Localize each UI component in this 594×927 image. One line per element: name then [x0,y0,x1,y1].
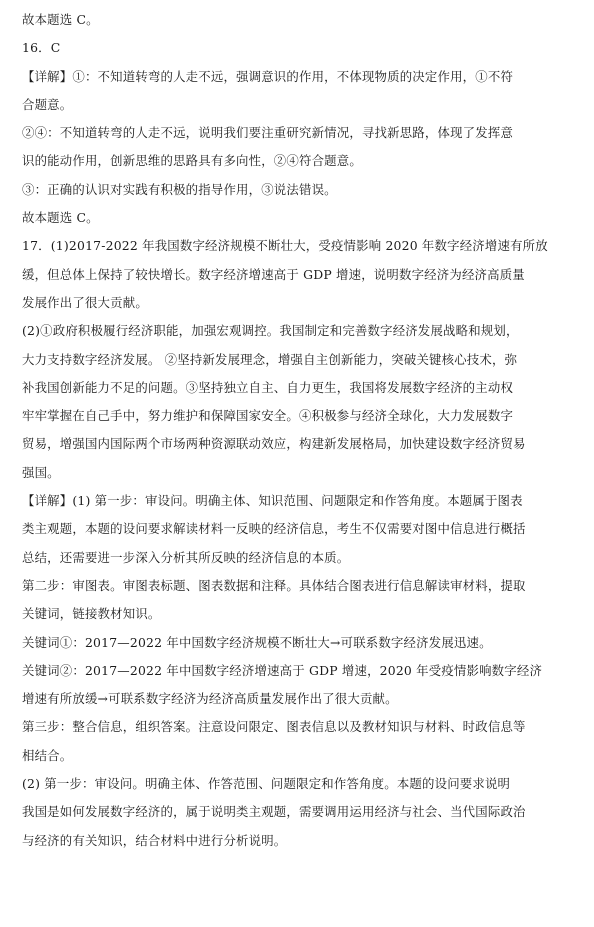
text-line: 贸易，增强国内国际两个市场两种资源联动效应，构建新发展格局，加快建设数字经济贸易 [22,436,526,452]
text-line: 【详解】①：不知道转弯的人走不远，强调意识的作用，不体现物质的决定作用，①不符 [22,68,514,84]
text-line: ②④：不知道转弯的人走不远，说明我们要注重研究新情况，寻找新思路，体现了发挥意 [22,125,514,141]
text-line: (2) 第一步：审设问。明确主体、作答范围、问题限定和作答角度。本题的设问要求说明 [22,776,511,792]
text-line: 大力支持数字经济发展。 ②坚持新发展理念，增强自主创新能力，突破关键核心技术，弥 [22,351,518,367]
document-page [22,6,574,855]
text-line: 强国。 [22,464,60,480]
text-line: 第三步：整合信息，组织答案。注意设问限定、图表信息以及教材知识与材料、时政信息等 [22,719,526,735]
question-number: 16．C [22,40,61,56]
text-line: 补我国创新能力不足的问题。③坚持独立自主、自力更生，我国将发展数字经济的主动权 [22,379,514,395]
text-line: 相结合。 [22,747,73,763]
text-line: 发展作出了很大贡献。 [22,294,148,310]
text-line: (2)①政府积极履行经济职能，加强宏观调控。我国制定和完善数字经济发展战略和规划， [22,323,519,339]
text-line: 我国是如何发展数字经济的，属于说明类主观题，需要调用运用经济与社会、当代国际政治 [22,804,526,820]
text-line: 与经济的有关知识，结合材料中进行分析说明。 [22,832,287,848]
text-line: 识的能动作用，创新思维的思路具有多向性，②④符合题意。 [22,153,362,169]
text-line: 故本题选 C。 [22,210,99,226]
text-line: 关键词①：2017—2022 年中国数字经济规模不断壮大→可联系数字经济发展迅速。 [22,634,492,650]
text-line: 增速有所放缓→可联系数字经济为经济高质量发展作出了很大贡献。 [22,691,398,707]
text-line: ③：正确的认识对实践有积极的指导作用，③说法错误。 [22,181,337,197]
text-line: 总结，还需要进一步深入分析其所反映的经济信息的本质。 [22,549,350,565]
question-number: 17．(1)2017-2022 年我国数字经济规模不断壮大，受疫情影响 2020 年数字经济增速有所放 [22,238,548,254]
text-line: 关键词，链接教材知识。 [22,606,161,622]
text-line: 第二步：审图表。审图表标题、图表数据和注释。具体结合图表进行信息解读审材料，提取 [22,577,526,593]
text-line: 故本题选 C。 [22,12,99,27]
text-line: 关键词②：2017—2022 年中国数字经济增速高于 GDP 增速，2020 年受疫情影响数字经济 [22,662,543,678]
text-line: 缓，但总体上保持了较快增长。数字经济增速高于 GDP 增速，说明数字经济为经济高质量 [22,266,525,282]
text-line: 牢牢掌握在自己手中，努力维护和保障国家安全。④积极参与经济全球化，大力发展数字 [22,408,514,424]
text-line: 类主观题，本题的设问要求解读材料一反映的经济信息，考生不仅需要对图中信息进行概括 [22,521,526,537]
text-line: 合题意。 [22,96,73,112]
text-line: 【详解】(1) 第一步：审设问。明确主体、知识范围、问题限定和作答角度。本题属于图表 [22,493,523,509]
